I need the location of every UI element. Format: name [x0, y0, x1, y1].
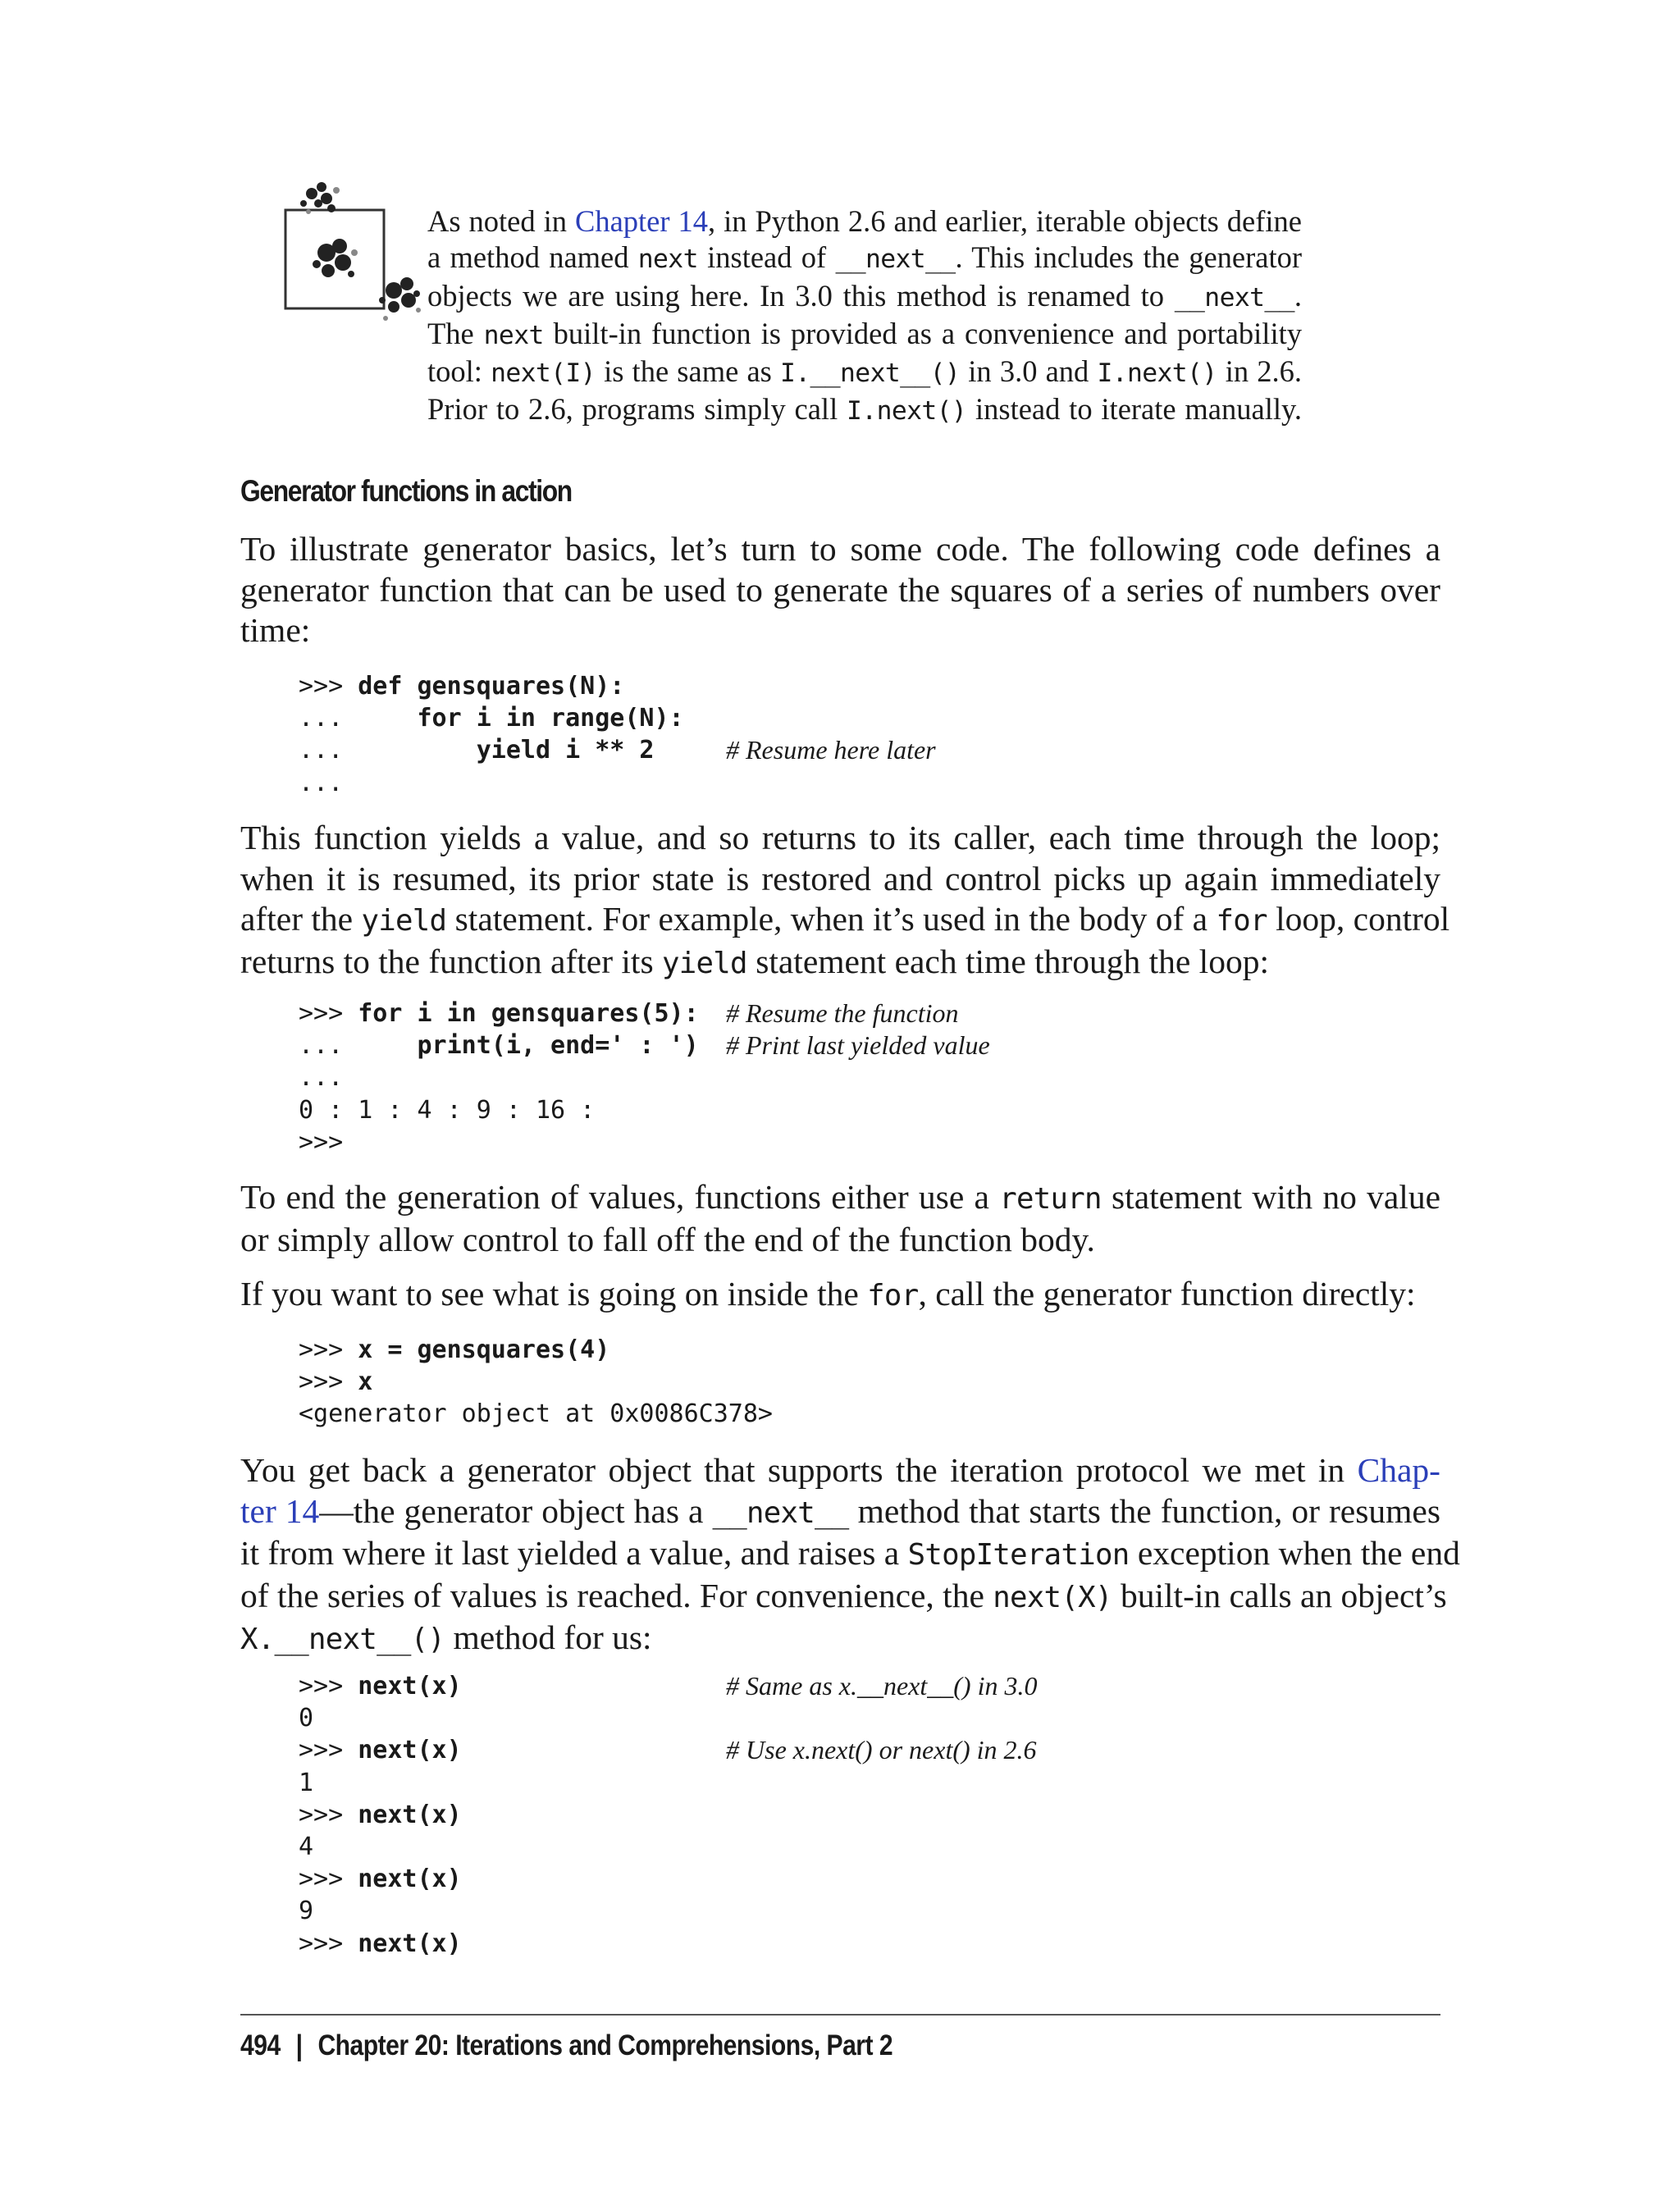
inline-code: yield — [361, 904, 447, 938]
code-block-gensquares — [299, 670, 936, 799]
text-line — [240, 1618, 1440, 1660]
text-run: tool: — [427, 354, 491, 389]
code-comment: # Use x.next() or next() in 2.6 — [726, 1735, 1037, 1765]
code-line — [299, 1863, 462, 1895]
code-block-for-loop — [299, 998, 990, 1158]
text-run: statement with no value — [1101, 1178, 1440, 1216]
text-run: in 2.6. — [1217, 354, 1302, 389]
code-comment: # Print last yielded value — [726, 1030, 990, 1061]
inline-code: I.__next__() — [780, 358, 961, 389]
text-run: —the generator object has a — [319, 1491, 713, 1530]
text-line — [240, 1450, 1440, 1491]
code-prompt: <generator object at 0x0086C378> — [299, 1399, 773, 1429]
text-run: or simply allow control to fall off the end of the function body. — [240, 1220, 1095, 1258]
code-line — [299, 1734, 1037, 1766]
code-line — [299, 1094, 699, 1126]
code-comment: # Same as x.__next__() in 3.0 — [726, 1671, 1038, 1701]
page-number: 494 — [240, 2029, 281, 2061]
code-prompt: >>> — [299, 1367, 358, 1397]
code-input: def gensquares(N): — [358, 672, 625, 701]
inline-code: StopIteration — [907, 1538, 1130, 1573]
code-prompt: 1 — [299, 1768, 314, 1797]
code-prompt: >>> — [299, 1335, 358, 1364]
code-input: next(x) — [358, 1800, 462, 1829]
code-line — [299, 1670, 1038, 1702]
text-line — [240, 610, 1440, 651]
code-line — [299, 1928, 462, 1960]
text-run: , call the generator function directly: — [918, 1275, 1416, 1312]
code-input: for i in range(N): — [417, 704, 684, 733]
text-line — [240, 570, 1440, 611]
code-prompt: >>> — [299, 999, 358, 1028]
code-line — [299, 1799, 462, 1831]
inline-code: I.next() — [847, 396, 967, 427]
code-line — [299, 1895, 462, 1927]
inline-code: X.__next__() — [240, 1623, 445, 1657]
text-line — [240, 1177, 1440, 1220]
text-run: built-in calls an object’s — [1112, 1576, 1447, 1614]
code-input: print(i, end=' : ') — [417, 1031, 699, 1061]
code-input: next(x) — [358, 1736, 462, 1765]
inline-code: return — [999, 1182, 1102, 1216]
text-run: The — [427, 316, 484, 350]
code-prompt: >>> — [299, 672, 358, 701]
text-run: is the same as — [595, 354, 780, 389]
text-run: statement. For example, when it’s used in the body of a — [446, 900, 1217, 938]
inline-code: yield — [662, 946, 747, 980]
inline-code: for — [1216, 904, 1267, 938]
text-run: of the series of values is reached. For convenience, the — [240, 1576, 993, 1614]
paragraph-yields — [240, 818, 1450, 984]
code-prompt: >>> — [299, 1929, 358, 1958]
code-line — [299, 1366, 773, 1398]
code-prompt: ... — [299, 768, 344, 797]
text-run: Prior to 2.6, programs simply call — [427, 392, 847, 427]
code-prompt: >>> — [299, 1672, 358, 1701]
code-comment: # Resume the function — [726, 998, 959, 1028]
paragraph-generator-object — [240, 1450, 1460, 1660]
inline-code: __next__ — [712, 1495, 849, 1530]
code-prompt: ... — [299, 704, 418, 733]
inline-code: for — [867, 1279, 919, 1312]
text-line — [427, 240, 1302, 277]
text-line — [427, 316, 1302, 354]
paragraph-inside-for — [240, 1274, 1440, 1317]
text-line — [427, 354, 1302, 391]
text-line — [240, 818, 1440, 859]
text-run: it from where it last yielded a value, and raises a — [240, 1534, 908, 1573]
text-run: built-in function is provided as a convenience and portability — [543, 316, 1302, 350]
text-run: time: — [240, 611, 311, 650]
chapter-title: Chapter 20: Iterations and Comprehensions, Part 2 — [317, 2029, 893, 2061]
text-run: generator function that can be used to generate the squares of a series of numbers over — [240, 570, 1440, 609]
text-run: exception when the end — [1129, 1534, 1460, 1573]
text-line — [240, 1576, 1447, 1618]
text-run: objects we are using here. In 3.0 this method is renamed to — [427, 278, 1175, 313]
text-run: instead to iterate manually. — [966, 392, 1302, 427]
text-run: in 3.0 and — [960, 354, 1098, 389]
text-run: method that starts the function, or resumes — [848, 1491, 1440, 1530]
inline-code: __next__ — [1174, 282, 1294, 313]
code-line — [299, 702, 684, 734]
code-line — [299, 1702, 462, 1734]
code-line — [299, 767, 684, 799]
text-run: If you want to see what is going on inside the — [240, 1275, 868, 1312]
text-run: loop, control — [1267, 900, 1450, 938]
tip-icon — [279, 171, 435, 335]
chapter-link[interactable]: Chap- — [1357, 1451, 1440, 1489]
text-run: . — [1294, 278, 1302, 313]
text-line — [240, 1220, 1440, 1261]
code-input: next(x) — [358, 1865, 462, 1894]
text-run: a method named — [427, 240, 638, 275]
inline-code: next — [483, 320, 544, 350]
text-line — [240, 529, 1440, 570]
code-prompt: >>> — [299, 1800, 358, 1829]
text-run: returns to the function after its — [240, 942, 662, 980]
code-line — [299, 998, 959, 1029]
code-line — [299, 1061, 699, 1093]
code-prompt: >>> — [299, 1127, 344, 1157]
code-prompt: ... — [299, 1031, 418, 1061]
note-text — [427, 203, 1302, 430]
code-input: next(x) — [358, 1929, 462, 1958]
text-run: , in Python 2.6 and earlier, iterable objects define — [708, 204, 1302, 238]
footer-separator: | — [295, 2029, 303, 2061]
code-line — [299, 1029, 990, 1061]
text-line — [240, 1491, 1440, 1534]
text-line — [240, 1274, 1440, 1317]
text-run: To illustrate generator basics, let’s turn to some code. The following code defines a — [240, 530, 1440, 568]
code-line — [299, 1767, 462, 1799]
text-line — [240, 859, 1440, 900]
code-prompt: ... — [299, 1063, 344, 1093]
code-prompt: >>> — [299, 1736, 358, 1765]
code-prompt: 0 — [299, 1704, 314, 1733]
text-line — [240, 942, 1440, 984]
code-prompt: 4 — [299, 1832, 314, 1861]
code-input: next(x) — [358, 1672, 462, 1701]
code-line — [299, 1126, 699, 1158]
code-input: yield i ** 2 — [476, 736, 655, 765]
text-run: You get back a generator object that supports the iteration protocol we met in — [240, 1451, 1358, 1489]
code-line — [299, 1334, 773, 1366]
footer-rule — [240, 2014, 1440, 2016]
chapter-link[interactable]: ter 14 — [240, 1491, 320, 1530]
code-prompt: 9 — [299, 1897, 314, 1926]
code-line — [299, 670, 684, 702]
text-run: As noted in — [427, 204, 575, 238]
code-comment: # Resume here later — [726, 735, 936, 765]
code-input: for i in gensquares(5): — [358, 999, 699, 1028]
text-run: To end the generation of values, functions either use a — [240, 1178, 1000, 1216]
text-run: This function yields a value, and so returns to its caller, each time through the loop; — [240, 819, 1440, 856]
page-footer — [240, 2029, 892, 2062]
text-line — [240, 1533, 1460, 1576]
code-block-direct-call — [299, 1334, 773, 1431]
code-line — [299, 1398, 773, 1430]
code-prompt: ... — [299, 736, 477, 765]
text-run: statement each time through the loop: — [746, 942, 1269, 980]
text-line — [427, 278, 1302, 316]
inline-code: I.next() — [1097, 358, 1217, 389]
code-line — [299, 1831, 462, 1863]
text-run: method for us: — [445, 1618, 652, 1657]
text-line — [427, 203, 1302, 240]
inline-code: next — [637, 244, 698, 275]
code-prompt: >>> — [299, 1865, 358, 1894]
code-line — [299, 734, 936, 766]
text-run: when it is resumed, its prior state is restored and control picks up again immediately — [240, 859, 1440, 897]
code-prompt: 0 : 1 : 4 : 9 : 16 : — [299, 1095, 596, 1125]
inline-code: next(I) — [491, 358, 596, 389]
section-heading: Generator functions in action — [240, 474, 572, 508]
code-block-next-calls — [299, 1670, 1038, 1960]
text-run: instead of — [697, 240, 836, 275]
inline-code: __next__ — [835, 244, 956, 275]
text-run: . This includes the generator — [955, 240, 1302, 275]
code-input: x — [358, 1367, 373, 1397]
text-line — [240, 899, 1450, 942]
text-line — [427, 391, 1302, 429]
paragraph-intro — [240, 529, 1440, 651]
chapter-link[interactable]: Chapter 14 — [574, 204, 709, 238]
paragraph-end-generation — [240, 1177, 1440, 1260]
code-input: x = gensquares(4) — [358, 1335, 610, 1364]
text-run: after the — [240, 900, 362, 938]
inline-code: next(X) — [993, 1580, 1112, 1614]
